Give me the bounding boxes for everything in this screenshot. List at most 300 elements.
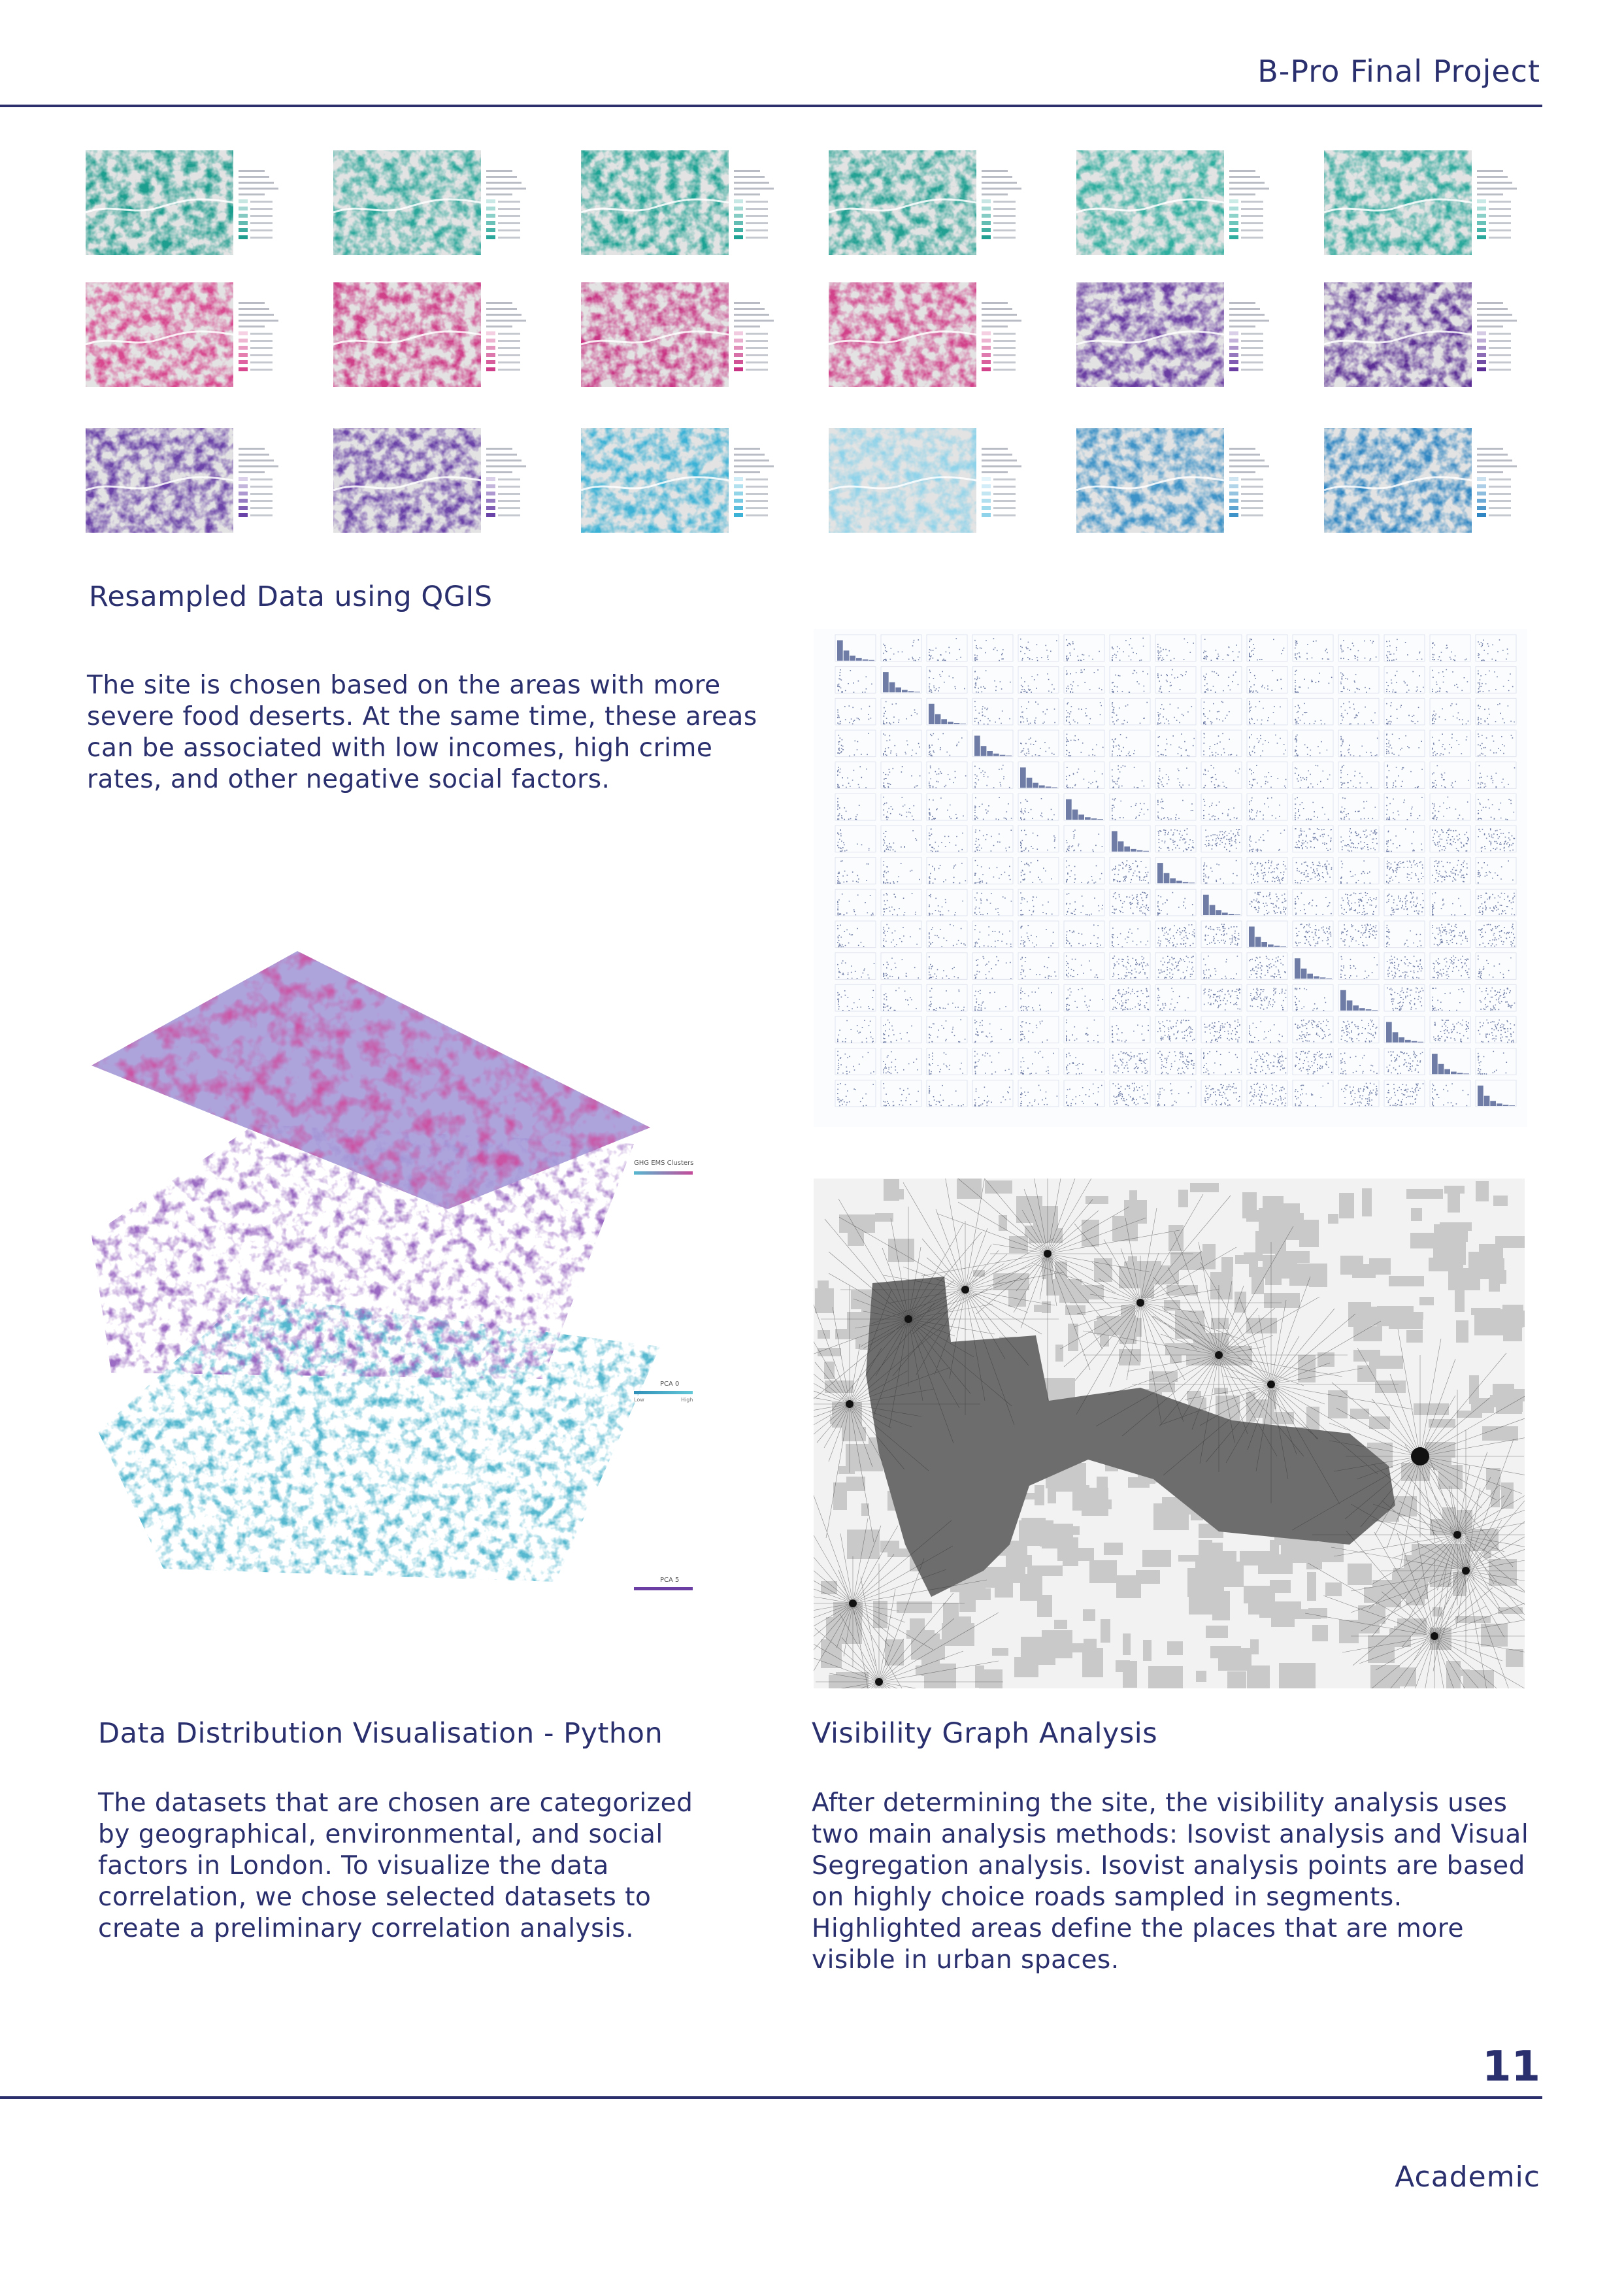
vga-isovist-point	[846, 1400, 853, 1408]
pairplot-cell	[1430, 698, 1470, 725]
pairplot-cell	[1110, 667, 1150, 694]
pairplot-marks	[1203, 639, 1240, 661]
pairplot-marks	[1020, 798, 1055, 820]
pairplot-marks	[1112, 860, 1149, 883]
pairplot-cell	[1064, 667, 1104, 694]
pairplot-marks	[974, 956, 1012, 979]
pairplot-cell	[927, 1016, 967, 1043]
pairplot-cell	[927, 730, 967, 757]
pairplot-cell	[1018, 794, 1059, 820]
visibility-title: Visibility Graph Analysis	[812, 1717, 1158, 1750]
pairplot-cell	[1155, 635, 1196, 661]
pairplot-cell	[1476, 889, 1516, 916]
qgis-legend	[1229, 448, 1274, 520]
visibility-body: After determining the site, the visibility analysis uses two main analysis methods: Isovist analysis and Visual Segregation analysis. Isovist analysis points are based on highly choice roads sampled in segments. Highlighted areas define the places that are more visible in urban spaces.	[812, 1788, 1529, 1975]
pairplot-marks	[1203, 956, 1238, 979]
pairplot-marks	[929, 670, 965, 693]
pairplot-cell	[835, 953, 876, 980]
pairplot-cell	[1110, 794, 1150, 820]
qgis-thumbnail	[1076, 428, 1274, 585]
pairplot-cell	[1110, 1080, 1150, 1107]
pairplot-marks	[1295, 861, 1332, 884]
qgis-legend	[486, 302, 531, 375]
pairplot-cell	[1476, 762, 1516, 789]
pairplot-cell	[1293, 889, 1333, 916]
pairplot-marks	[1387, 1051, 1423, 1075]
pairplot-cell	[1247, 1016, 1287, 1043]
pairplot-marks	[1250, 956, 1286, 978]
qgis-thumbnail	[1324, 282, 1521, 439]
pairplot-marks	[929, 988, 965, 1011]
pairplot-marks	[883, 958, 919, 979]
pairplot-cell	[1247, 762, 1287, 789]
legend-ghg-bar	[634, 1171, 693, 1175]
pairplot-cell	[881, 730, 921, 757]
pairplot-marks	[1066, 924, 1101, 946]
pairplot-cell	[1384, 730, 1425, 757]
pairplot-marks	[1250, 860, 1287, 884]
pairplot-marks	[1387, 956, 1423, 979]
pairplot-marks	[1066, 988, 1103, 1011]
distribution-body: The datasets that are chosen are categorized by geographical, environmental, and social factors in London. To visualize the data correlation, we chose selected datasets to create a preliminary correlation analysis.	[98, 1788, 693, 1943]
pairplot-marks	[1432, 643, 1467, 661]
pairplot-marks	[1066, 1084, 1102, 1107]
legend-pca5-label: PCA 5	[660, 1577, 680, 1584]
vga-isovist-point	[875, 1678, 883, 1686]
qgis-map	[1076, 150, 1224, 255]
pairplot-marks	[1157, 892, 1193, 916]
pairplot-marks	[974, 1051, 1012, 1075]
qgis-legend	[1477, 302, 1521, 375]
pairplot-marks	[1478, 924, 1515, 947]
pairplot-marks	[1020, 830, 1055, 852]
pairplot-cell	[1064, 953, 1104, 980]
pairplot-marks	[1295, 1051, 1332, 1075]
pairplot-cell	[1201, 762, 1242, 789]
qgis-legend	[239, 448, 283, 520]
vga-isovist-point	[1044, 1250, 1052, 1258]
pairplot-cell	[1110, 762, 1150, 789]
pairplot-marks	[1066, 956, 1098, 978]
pairplot-cell	[881, 698, 921, 725]
pairplot-marks	[1250, 988, 1287, 1010]
pairplot-marks	[1204, 1083, 1240, 1106]
pairplot-marks	[974, 638, 1004, 661]
pairplot-marks	[883, 639, 920, 661]
pairplot-cell	[1247, 698, 1287, 725]
pairplot-marks	[1020, 701, 1055, 724]
pairplot-marks	[1204, 988, 1241, 1011]
vga-isovist-point	[904, 1315, 912, 1323]
pairplot-marks	[1066, 1053, 1102, 1075]
pairplot-marks	[1478, 733, 1513, 756]
qgis-legend	[486, 170, 531, 243]
pairplot-cell	[927, 762, 967, 789]
qgis-legend	[239, 170, 283, 243]
pairplot-cell	[972, 698, 1013, 725]
pairplot-cell	[1384, 889, 1425, 916]
pairplot-marks	[1340, 828, 1378, 852]
pairplot-marks	[1433, 956, 1469, 979]
pairplot-cell	[1018, 826, 1059, 852]
pairplot-marks	[1432, 669, 1468, 693]
pairplot-marks	[1386, 797, 1423, 820]
pairplot-cell	[1110, 1016, 1150, 1043]
vga-isovist-point	[1453, 1531, 1461, 1539]
pairplot-marks	[1158, 828, 1195, 852]
pairplot-cell	[1293, 921, 1333, 948]
pairplot-marks	[1432, 703, 1468, 725]
pairplot-marks	[974, 925, 1012, 947]
pairplot-marks	[974, 797, 1012, 820]
pairplot-marks	[1203, 1051, 1240, 1075]
pairplot-marks	[883, 893, 916, 915]
pairplot-marks	[1157, 924, 1195, 947]
qgis-legend	[486, 448, 531, 520]
pairplot-cell	[1110, 1048, 1150, 1075]
pairplot-cell	[835, 1080, 876, 1107]
pairplot-marks	[1386, 860, 1423, 884]
qgis-legend	[982, 448, 1026, 520]
qgis-thumbnail	[86, 282, 283, 439]
pairplot-cell	[881, 953, 921, 980]
qgis-legend	[734, 302, 778, 375]
pairplot-cell	[1430, 826, 1470, 852]
pairplot-marks	[1157, 639, 1194, 661]
pairplot-cell	[1018, 635, 1059, 661]
pairplot-marks	[974, 670, 1011, 693]
pairplot-cell	[1064, 762, 1104, 789]
pairplot-cell	[1018, 1080, 1059, 1107]
pairplot-marks	[1249, 765, 1286, 788]
pairplot-marks	[1295, 703, 1325, 725]
qgis-map	[333, 428, 481, 533]
pairplot-cell	[972, 858, 1013, 884]
pairplot-marks	[929, 894, 963, 916]
header-title: B-Pro Final Project	[1257, 54, 1540, 89]
pairplot-cell	[835, 1048, 876, 1075]
vga-isovist-point	[1136, 1299, 1144, 1307]
pairplot-marks	[1478, 703, 1515, 725]
pairplot-marks	[1340, 701, 1376, 725]
pairplot-cell	[881, 984, 921, 1011]
pairplot-cell	[1018, 889, 1059, 916]
pairplot-marks	[1249, 797, 1280, 820]
pairplot-cell	[881, 762, 921, 789]
pairplot-cell	[1384, 1048, 1425, 1075]
pairplot-cell	[972, 635, 1013, 661]
pairplot-marks	[1386, 765, 1423, 788]
pairplot-cell	[1201, 953, 1242, 980]
pairplot-cell	[1338, 1080, 1379, 1107]
pairplot-cell	[1384, 1080, 1425, 1107]
pairplot-marks	[1020, 737, 1055, 756]
pairplot-marks	[974, 701, 1010, 725]
pairplot-marks	[1478, 799, 1514, 820]
qgis-map	[86, 282, 233, 387]
pairplot-cell	[1338, 1016, 1379, 1043]
pairplot-marks	[1478, 956, 1512, 979]
pairplot-cell	[835, 921, 876, 948]
pairplot-cell	[1247, 635, 1287, 661]
pairplot-marks	[883, 861, 920, 884]
pairplot-cell	[1110, 921, 1150, 948]
pairplot-marks	[1432, 829, 1469, 852]
pairplot-marks	[929, 733, 963, 757]
vga-isovist-point	[961, 1286, 969, 1294]
pairplot-marks	[1020, 860, 1052, 883]
pairplot-marks	[1249, 829, 1285, 852]
qgis-map	[829, 428, 976, 533]
qgis-map	[581, 150, 729, 255]
pairplot-marks	[1112, 670, 1148, 693]
legend-pca5-bar	[634, 1587, 693, 1590]
pairplot-marks	[1157, 1083, 1192, 1106]
pairplot-cell	[1201, 794, 1242, 820]
pairplot-marks	[1112, 702, 1148, 725]
pairplot-marks	[1432, 765, 1469, 788]
pairplot-cell	[1338, 762, 1379, 789]
pairplot-cell	[1384, 858, 1425, 884]
pairplot-marks	[883, 924, 920, 947]
footer-label: Academic	[1395, 2160, 1540, 2194]
legend-pca0-low: Low	[634, 1397, 644, 1403]
pairplot-marks	[974, 736, 1012, 756]
pairplot-marks	[1479, 988, 1515, 1011]
pairplot-cell	[1293, 667, 1333, 694]
pairplot-marks	[1432, 892, 1466, 916]
pairplot-marks	[883, 672, 920, 692]
pairplot-cell	[1293, 698, 1333, 725]
pairplot-marks	[1203, 860, 1238, 884]
pairplot-cell	[1064, 1080, 1104, 1107]
resampled-body: The site is chosen based on the areas with more severe food deserts. At the same time, these areas can be associated with low incomes, high crime rates, and other negative social factors.	[87, 671, 757, 794]
pairplot-marks	[929, 704, 966, 724]
pairplot-marks	[1478, 765, 1515, 788]
pairplot-marks	[1386, 1083, 1423, 1106]
pairplot-cell	[1064, 858, 1104, 884]
visibility-graph-figure	[814, 1179, 1525, 1688]
pairplot-cell	[1018, 730, 1059, 757]
pairplot-marks	[1295, 828, 1332, 851]
pairplot-cell	[881, 1080, 921, 1107]
pairplot-cell	[1338, 635, 1379, 661]
qgis-map	[86, 428, 233, 533]
pairplot-cell	[1110, 730, 1150, 757]
qgis-legend	[982, 302, 1026, 375]
pairplot-cell	[835, 984, 876, 1011]
pairplot-marks	[974, 765, 1010, 788]
vga-isovist-point	[1462, 1567, 1470, 1575]
qgis-legend	[734, 170, 778, 243]
qgis-legend	[1477, 448, 1521, 520]
pairplot-marks	[1157, 1020, 1195, 1042]
pairplot-marks	[837, 1083, 874, 1107]
pairplot-marks	[929, 924, 966, 947]
pairplot-cell	[1384, 921, 1425, 948]
pairplot-marks	[1478, 671, 1514, 693]
pairplot-svg	[814, 629, 1527, 1127]
qgis-thumbnail	[333, 428, 531, 585]
pairplot-cell	[1155, 984, 1196, 1011]
pairplot-marks	[929, 829, 963, 852]
pairplot-cell	[835, 1016, 876, 1043]
pairplot-marks	[1066, 829, 1102, 852]
pairplot-marks	[1020, 767, 1057, 788]
pairplot-cell	[1430, 1080, 1470, 1107]
pairplot-cell	[1201, 858, 1242, 884]
pairplot-marks	[1478, 639, 1508, 661]
pairplot-marks	[1112, 831, 1149, 852]
pairplot-marks	[1478, 828, 1515, 852]
pairplot-marks	[1066, 669, 1102, 693]
pairplot-marks	[1066, 799, 1103, 820]
qgis-map	[829, 282, 976, 387]
pairplot-marks	[883, 1020, 912, 1043]
pairplot-marks	[1386, 702, 1419, 724]
pairplot-marks	[1340, 765, 1372, 788]
vga-isovist-point	[849, 1599, 857, 1607]
qgis-thumbnail	[829, 428, 1026, 585]
pairplot-cell	[1247, 889, 1287, 916]
pairplot-marks	[1386, 1022, 1423, 1043]
pairplot-marks	[974, 1087, 1010, 1107]
pairplot-cell	[1201, 635, 1242, 661]
pairplot-cell	[1293, 794, 1333, 820]
pairplot-cell	[1384, 984, 1425, 1011]
pairplot-marks	[1340, 860, 1370, 884]
pairplot-cell	[1064, 1016, 1104, 1043]
pairplot-marks	[1249, 669, 1282, 693]
pairplot-marks	[1295, 988, 1326, 1011]
pairplot-marks	[1204, 1020, 1240, 1043]
pairplot-marks	[1204, 924, 1239, 945]
pairplot-cell	[1247, 730, 1287, 757]
pairplot-cell	[1293, 730, 1333, 757]
pairplot-cell	[1476, 698, 1516, 725]
pairplot-marks	[1340, 797, 1376, 820]
pairplot-cell	[1155, 889, 1196, 916]
pairplot-marks	[1432, 797, 1468, 820]
pairplot-cell	[1338, 698, 1379, 725]
pairplot-marks	[1066, 1020, 1099, 1043]
pairplot-marks	[1112, 956, 1149, 979]
qgis-map	[1076, 428, 1224, 533]
pairplot-cell	[835, 698, 876, 725]
pairplot-cell	[1338, 730, 1379, 757]
pairplot-cell	[1384, 635, 1425, 661]
resampled-title: Resampled Data using QGIS	[89, 580, 493, 613]
qgis-map	[1324, 150, 1472, 255]
pairplot-cell	[1201, 698, 1242, 725]
qgis-map	[333, 150, 481, 255]
pairplot-cell	[1110, 953, 1150, 980]
pairplot-marks	[1340, 990, 1378, 1011]
qgis-map	[86, 150, 233, 255]
pairplot-marks	[1295, 765, 1330, 788]
pairplot-cell	[1430, 953, 1470, 980]
pairplot-cell	[927, 667, 967, 694]
pairplot-cell	[1155, 762, 1196, 789]
pairplot-cell	[1476, 826, 1516, 852]
pairplot-cell	[1476, 635, 1516, 661]
pairplot-marks	[1250, 1051, 1286, 1074]
pairplot-marks	[1478, 1086, 1515, 1106]
qgis-map	[1076, 282, 1224, 387]
pairplot-marks	[1157, 733, 1195, 756]
pairplot-marks	[1386, 733, 1422, 756]
pairplot-cell	[1338, 667, 1379, 694]
pairplot-cell	[1384, 667, 1425, 694]
pairplot-cell	[1293, 1080, 1333, 1107]
qgis-map	[1324, 428, 1472, 533]
pairplot-cell	[1430, 794, 1470, 820]
pairplot-marks	[1249, 734, 1286, 756]
pairplot-marks	[1020, 892, 1052, 915]
pairplot-marks	[1386, 671, 1424, 693]
pairplot-cell	[1201, 1048, 1242, 1075]
pairplot-marks	[974, 892, 1012, 915]
pairplot-marks	[1249, 927, 1286, 947]
pairplot-cell	[1430, 667, 1470, 694]
vga-isovist-point	[1267, 1381, 1275, 1388]
pairplot-cell	[1201, 730, 1242, 757]
pairplot-marks	[1157, 669, 1187, 693]
pairplot-marks	[929, 1019, 965, 1043]
pairplot-marks	[1386, 639, 1422, 661]
pairplot-marks	[1020, 1051, 1054, 1075]
pairplot-cell	[1018, 698, 1059, 725]
pairplot-marks	[929, 638, 961, 661]
pairplot-marks	[1203, 799, 1238, 820]
pairplot-marks	[837, 829, 870, 852]
pairplot-marks	[1341, 1020, 1378, 1043]
pairplot-marks	[1203, 895, 1240, 915]
pairplot-cell	[1293, 1016, 1333, 1043]
pairplot-cell	[1476, 921, 1516, 948]
pairplot-marks	[1340, 736, 1378, 756]
pairplot-marks	[1113, 1083, 1149, 1107]
pairplot-cell	[1155, 953, 1196, 980]
pairplot-marks	[1157, 704, 1192, 725]
qgis-map	[1324, 282, 1472, 387]
pairplot-cell	[1110, 698, 1150, 725]
pairplot-cell	[1293, 635, 1333, 661]
pairplot-cell	[1155, 794, 1196, 820]
footer-rule	[0, 2096, 1542, 2099]
pairplot-marks	[929, 797, 964, 820]
qgis-thumbnail	[1324, 428, 1521, 585]
pairplot-cell	[972, 1080, 1013, 1107]
pairplot-marks	[1433, 1020, 1469, 1043]
pairplot-marks	[883, 766, 920, 788]
pairplot-marks	[1295, 797, 1329, 820]
pairplot-cell	[972, 794, 1013, 820]
pairplot-cell	[1064, 698, 1104, 725]
pairplot-marks	[1020, 1020, 1048, 1043]
pairplot-marks	[1295, 1083, 1329, 1107]
pairplot-cell	[835, 762, 876, 789]
pairplot-cell	[972, 889, 1013, 916]
pairplot-marks	[837, 733, 869, 756]
pairplot-marks	[1249, 1083, 1286, 1107]
pairplot-marks	[837, 705, 871, 724]
qgis-thumbnail	[829, 282, 1026, 439]
pairplot-marks	[1478, 893, 1515, 916]
qgis-legend	[1477, 170, 1521, 243]
pairplot-cell	[1338, 794, 1379, 820]
pairplot-marks	[1386, 925, 1421, 947]
